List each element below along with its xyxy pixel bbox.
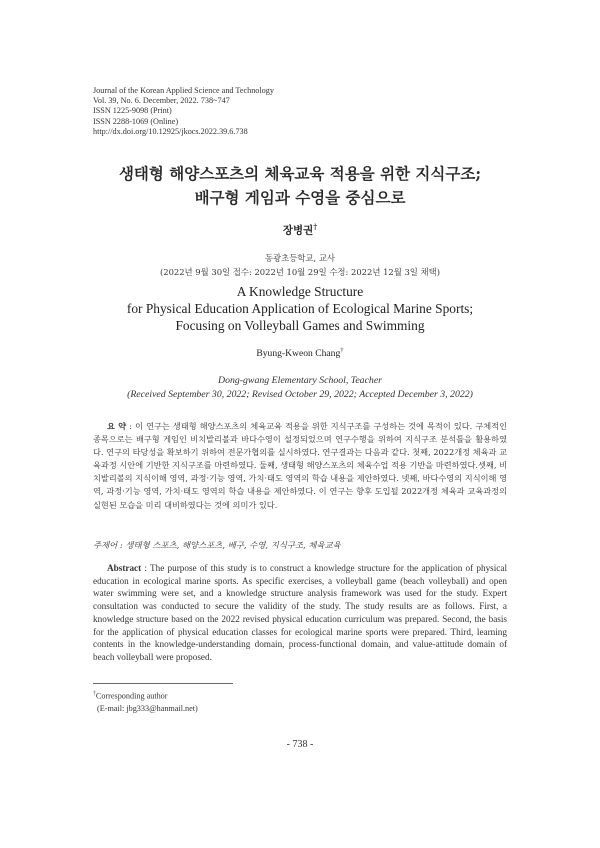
abstract-en-text: : The purpose of this study is to construct a knowledge structure for the application of physical education in ecological marine sports. As specific exercises, a volleyball game (beach volleyball) and open water swimming were set, and a knowledge structure analysis framework was used for the study. Expert consultation was conducted to secure the validity of the study. The study results are as follows. First, a knowledge structure based on the 2022 revised physical education curriculum was prepared. Second, the basis for the application of physical education classes for ecological marine sports were prepared. Third, learning contents in the knowledge-understanding domain, process-functional domain, and value-attitude domain of beach volleyball were proposed. — [93, 563, 507, 662]
abstract-ko — [93, 420, 507, 512]
dagger-mark: † — [340, 347, 344, 354]
title-ko-line1: 생태형 해양스포츠의 체육교육 적용을 위한 지식구조; — [118, 164, 482, 183]
abstract-en — [93, 562, 507, 664]
title-en-line3: Focusing on Volleyball Games and Swimming — [175, 318, 425, 333]
author-en-name: Byung-Kweon Chang — [256, 348, 341, 360]
dates-en: (Received September 30, 2022; Revised October 29, 2022; Accepted December 3, 2022) — [127, 389, 473, 400]
abstract-en-label: Abstract — [107, 563, 142, 573]
journal-info — [93, 86, 274, 137]
journal-volume: Vol. 39, No. 6. December, 2022. 738~747 — [93, 96, 230, 106]
footnote — [93, 688, 198, 715]
dagger-mark: † — [93, 691, 96, 697]
author-ko-name: 장병권 — [282, 224, 314, 237]
title-en-line2: for Physical Education Application of Ecological Marine Sports; — [126, 301, 474, 316]
issn-online: ISSN 2288-1069 (Online) — [93, 116, 179, 126]
footnote-divider — [93, 683, 233, 684]
doi-link[interactable]: http://dx.doi.org/10.12925/jkocs.2022.39.6.738 — [93, 126, 248, 136]
title-en-line1: A Knowledge Structure — [236, 284, 364, 299]
abstract-ko-text: : 이 연구는 생태형 해양스포츠의 체육교육 적용을 위한 지식구조를 구성하는 것에 목적이 있다. 구체적인 종목으로는 배구형 게임인 비치발리볼과 바다수영이 설정되었으며 연구수행을 위하여 지식구조 분석틀을 활용하였다. 연구의 타당성을 확보하기 위하여 전문가협의를 실시하였다. 연구결과는 다음과 같다. 첫째, 2022개정 체육과 교육과정 시안에 기반한 지식구조를 마련하였다. 둘째, 생태형 해양스포츠의 체육수업 적용 기반을 마련하였다.셋째, 비치발리볼의 지식이해 영역, 과정·기능 영역, 가치·태도 영역의 학습 내용을 제안하였다. 넷째, 바다수영의 지식이해 영역, 과정·기능 영역, 가치·태도 영역의 학습 내용을 제안하였다. 이 연구는 향후 도입될 2022개정 체육과 교육과정의 실현된 모습을 미리 대비하였다는 것에 의미가 있다. — [93, 421, 507, 510]
author-en — [0, 347, 600, 359]
journal-name: Journal of the Korean Applied Science and Technology — [93, 86, 274, 95]
title-ko-line2: 배구형 게임과 수영을 중심으로 — [194, 188, 406, 207]
affiliation-ko: 동광초등학교, 교사 — [264, 253, 336, 263]
page-number: - 738 - — [286, 739, 314, 750]
affiliation-en: Dong-gwang Elementary School, Teacher — [218, 375, 382, 386]
corresponding-author-label: Corresponding author — [95, 691, 168, 701]
author-ko — [0, 222, 600, 238]
dates-ko: (2022년 9월 30일 접수: 2022년 10월 29일 수정: 2022년 12월 3일 채택) — [159, 267, 441, 277]
keywords-ko: 주제어 : 생태형 스포츠, 해양스포츠, 배구, 수영, 지식구조, 체육교육 — [93, 540, 341, 550]
issn-print: ISSN 1225-9098 (Print) — [93, 106, 172, 116]
footnote-email: (E-mail: jbg333@hanmail.net) — [97, 703, 198, 713]
abstract-ko-label: 요 약 — [107, 421, 127, 431]
dagger-mark: † — [313, 222, 318, 231]
